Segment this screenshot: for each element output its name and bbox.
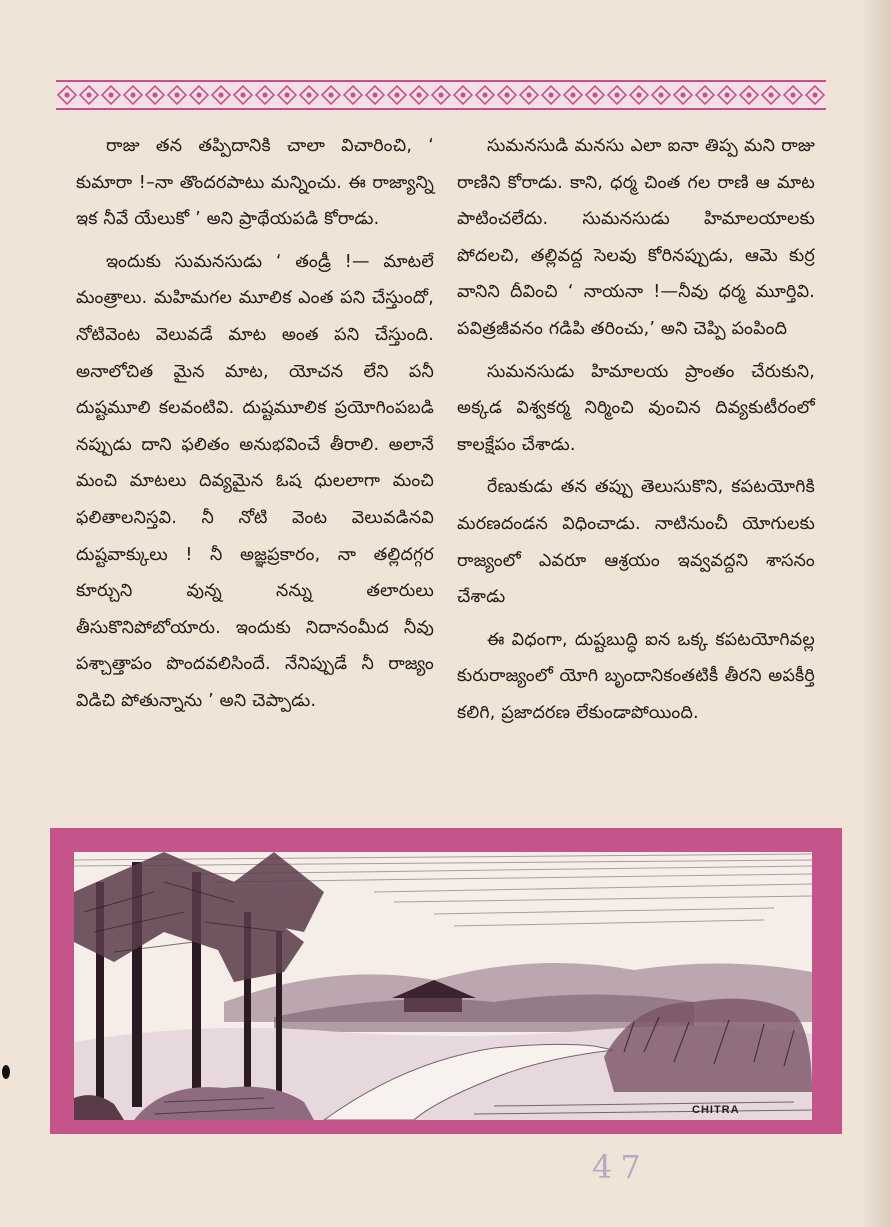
border-ornament (608, 86, 626, 104)
border-ornament (630, 86, 648, 104)
border-ornament (300, 86, 318, 104)
paragraph: సుమనసుడి మనసు ఎలా ఐనా తిప్ప మని రాజు రాణిని కోరాడు. కాని, ధర్మ చింత గల రాణి ఆ మాట పాటించలేదు. సుమనసుడు హిమాలయాలకు పోదలచి, తల్లివద్ద సెలవు కోరినప్పుడు, ఆమె కుర్ర వానిని దీవించి ‘ నాయనా !—నీవు ధర్మ మూర్తివి. పవిత్రజీవనం గడిపి తరించు,’ అని చెప్పి పంపింది (457, 136, 815, 339)
border-ornament (718, 86, 736, 104)
ink-mark (2, 1065, 10, 1079)
border-ornament (520, 86, 538, 104)
border-ornament (432, 86, 450, 104)
border-ornament (124, 86, 142, 104)
border-ornament (322, 86, 340, 104)
paragraph: రేణుకుడు తన తప్పు తెలుసుకొని, కపటయోగికి మరణదండన విధించాడు. నాటినుంచీ యోగులకు రాజ్యంలో ఎవరూ ఆశ్రయం ఇవ్వవద్దని శాసనం చేశాడు (457, 477, 815, 608)
border-ornament (586, 86, 604, 104)
border-ornament (388, 86, 406, 104)
border-ornament (410, 86, 428, 104)
border-ornament (146, 86, 164, 104)
border-ornament (102, 86, 120, 104)
border-ornament (564, 86, 582, 104)
border-ornament (476, 86, 494, 104)
border-ornament (80, 86, 98, 104)
border-ornament (806, 86, 824, 104)
paper-edge-shadow (861, 0, 891, 1227)
left-text-column (76, 128, 434, 726)
border-ornament (498, 86, 516, 104)
border-ornament (366, 86, 384, 104)
paragraph: ఈ విధంగా, దుష్టబుద్ధి ఐన ఒక్క కపటయోగివల్ల కురురాజ్యంలో యోగి బృందానికంతటికీ తీరని అపకీర్తి కలిగి, ప్రజాదరణ లేకుండాపోయింది. (457, 629, 815, 723)
right-text-column (457, 128, 815, 738)
paragraph: ఇందుకు సుమనసుడు ‘ తండ్రీ !— మాటలే మంత్రాలు. మహిమగల మూలిక ఎంత పని చేస్తుందో, నోటివెంట వెలువడే మాట అంత పని చేస్తుంది. అనాలోచిత మైన మాట, యోచన లేని పనీ దుష్టమూలి కలవంటివి. దుష్టమూలిక ప్రయోగింపబడి నప్పుడు దాని ఫలితం అనుభవించే తీరాలి. అలానే మంచి మాటలు దివ్యమైన ఓష ధులలాగా మంచి ఫలితాలనిస్తవి. నీ నోటి వెంట వెలువడినవి దుష్టవాక్కులు ! నీ అజ్ఞప్రకారం, నా తల్లిదగ్గర కూర్చుని వున్న నన్ను తలారులు తీసుకొనిపోబోయారు. ఇందుకు నిదానంమీద నీవు పశ్చాత్తాపం పొందవలిసిందే. నేనిప్పుడే నీ రాజ్యం విడిచి పోతున్నాను ’ అని చెప్పాడు. (76, 251, 434, 711)
border-ornament (542, 86, 560, 104)
border-ornament (652, 86, 670, 104)
border-ornament (212, 86, 230, 104)
illustration-landscape (74, 852, 812, 1120)
page-number: 47 (592, 1148, 649, 1186)
artist-signature: CHITRA (692, 1104, 740, 1116)
border-ornament (190, 86, 208, 104)
border-ornament (256, 86, 274, 104)
border-ornament (762, 86, 780, 104)
border-ornament (696, 86, 714, 104)
decorative-border-strip (56, 80, 826, 110)
border-ornament (234, 86, 252, 104)
border-ornament (168, 86, 186, 104)
paragraph: రాజు తన తప్పిదానికి చాలా విచారించి, ‘ కుమారా !–నా తొందరపాటు మన్నించు. ఈ రాజ్యాన్ని ఇక నీవే యేలుకో ’ అని ప్రాథేయపడి కోరాడు. (76, 136, 434, 230)
border-ornament (740, 86, 758, 104)
border-ornament (58, 86, 76, 104)
border-ornament (278, 86, 296, 104)
border-ornament (344, 86, 362, 104)
paragraph: సుమనసుడు హిమాలయ ప్రాంతం చేరుకుని, అక్కడ విశ్వకర్మ నిర్మించి వుంచిన దివ్యకుటీరంలో కాలక్షేపం చేశాడు. (457, 361, 815, 455)
border-ornament (784, 86, 802, 104)
border-ornament (674, 86, 692, 104)
border-ornament (454, 86, 472, 104)
